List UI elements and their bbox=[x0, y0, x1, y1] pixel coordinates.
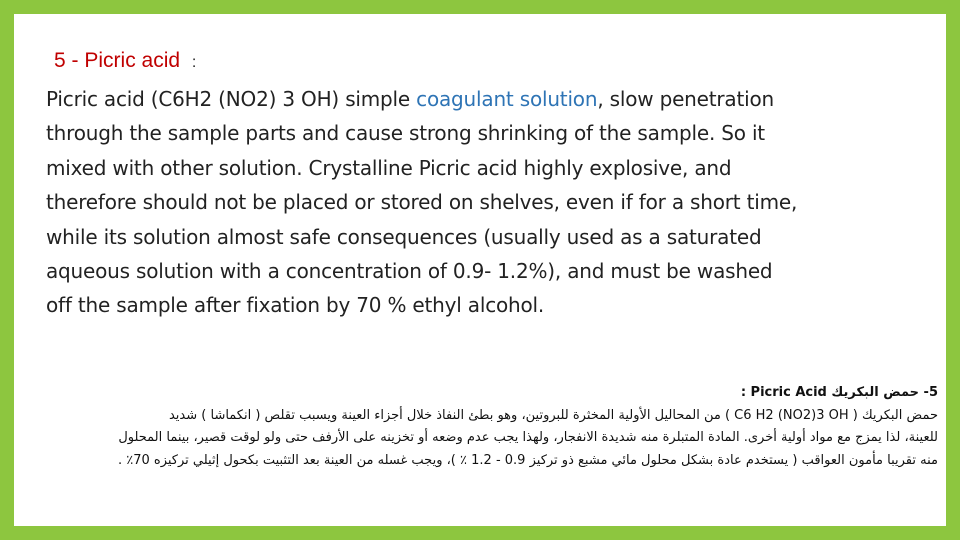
english-line: through the sample parts and cause strong shrinking of the sample. So it bbox=[46, 121, 765, 146]
arabic-line: منه تقريبا مأمون العواقب ( يستخدم عادة بشكل محلول مائي مشبع ذو تركيز 0.9 - 1.2 ٪ )، ويجب غسله من العينة بعد التثبيت بكحول إثيلي تركيزه 70٪ . bbox=[117, 452, 938, 468]
arabic-line: حمض البكريك ( C6 H2 (NO2)3 OH ) من المحاليل الأولية المخثرة للبروتين، وهو بطئ النفاذ خلال أجزاء العينة ويسبب تقلص ( انكماشا ) شديد bbox=[168, 407, 938, 423]
heading-colon: : bbox=[191, 54, 197, 71]
english-line: while its solution almost safe consequences (usually used as a saturated bbox=[46, 224, 762, 249]
section-heading bbox=[54, 49, 196, 73]
english-line: mixed with other solution. Crystalline Picric acid highly explosive, and bbox=[46, 155, 732, 180]
arabic-line: للعينة، لذا يمزج مع مواد أولية أخرى. المادة المتبلرة منه شديدة الانفجار، ولهذا يجب عدم وضعه أو تخزينه على الأرفف حتى ولو لوقت قصير، بينما المحلول bbox=[118, 430, 938, 445]
english-line: Picric acid (C6H2 (NO2) 3 OH) simple coagulant solution, slow penetration bbox=[46, 87, 774, 111]
section-number: 5 - bbox=[54, 49, 79, 72]
arabic-title: 5- حمض البكريك Picric Acid : bbox=[740, 385, 938, 400]
english-paragraph bbox=[46, 82, 926, 323]
highlighted-term: coagulant solution bbox=[416, 87, 598, 111]
english-line: aqueous solution with a concentration of 0.9- 1.2%), and must be washed bbox=[46, 259, 773, 284]
section-title: Picric acid bbox=[84, 49, 181, 72]
arabic-paragraph bbox=[32, 382, 938, 472]
english-line: off the sample after fixation by 70 % ethyl alcohol. bbox=[46, 293, 545, 318]
slide bbox=[14, 14, 946, 526]
english-line: therefore should not be placed or stored on shelves, even if for a short time, bbox=[46, 190, 798, 215]
